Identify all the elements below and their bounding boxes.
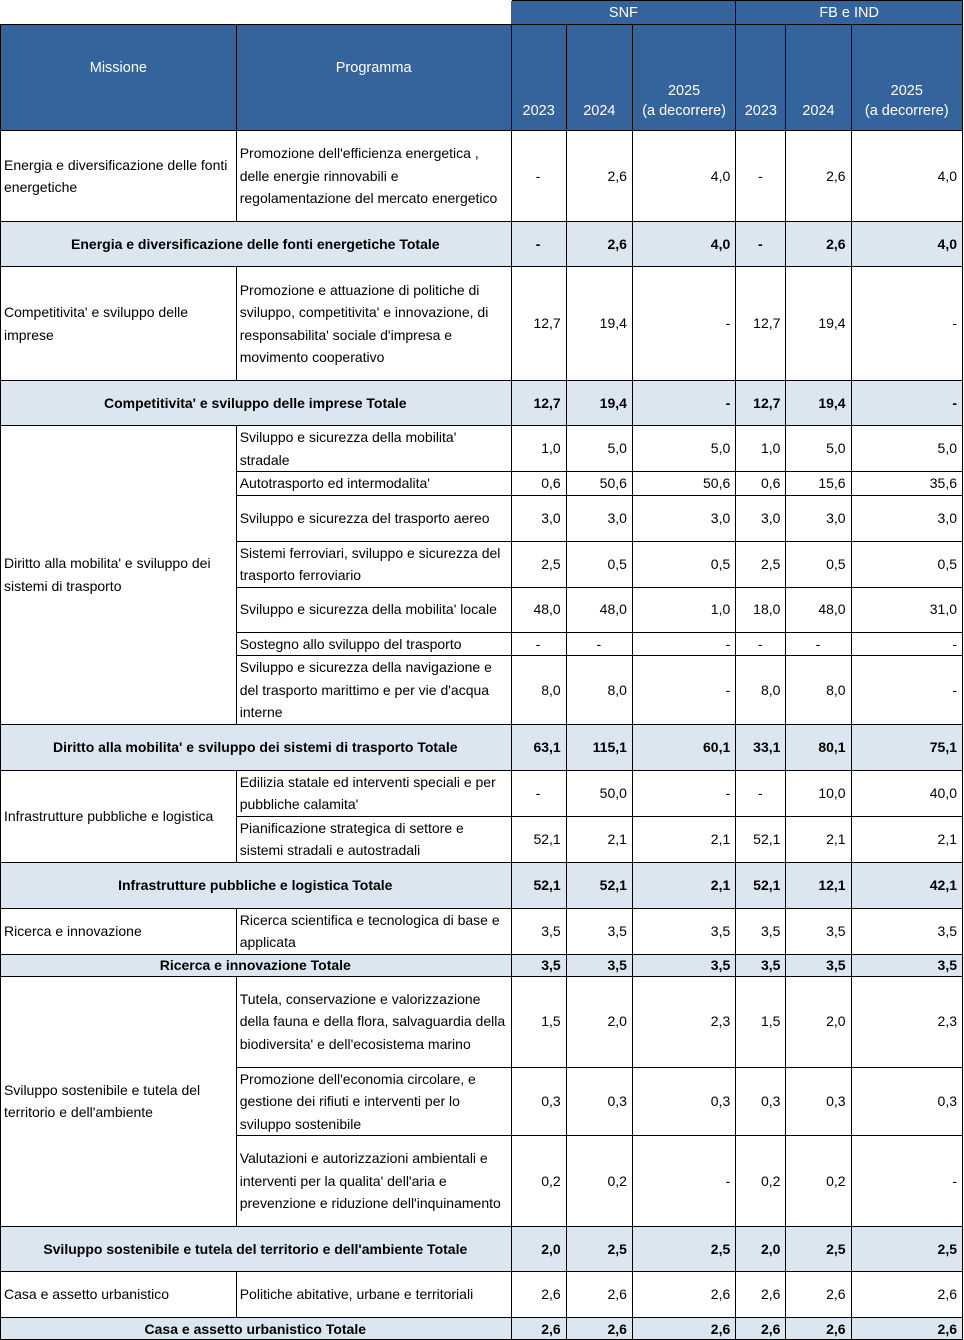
total-label: Diritto alla mobilita' e sviluppo dei sistemi di trasporto Totale <box>1 724 512 770</box>
value-cell: 0,6 <box>511 472 566 496</box>
value-cell: 8,0 <box>566 656 632 725</box>
total-value-cell: 3,5 <box>736 954 786 976</box>
value-cell: 0,3 <box>566 1067 632 1136</box>
value-cell: 0,3 <box>786 1067 851 1136</box>
value-cell: - <box>851 1136 962 1227</box>
total-value-cell: 2,6 <box>566 222 632 267</box>
programma-cell: Edilizia statale ed interventi speciali e per pubbliche calamita' <box>236 770 511 816</box>
total-value-cell: 3,5 <box>632 954 735 976</box>
total-value-cell: 52,1 <box>736 862 786 908</box>
value-cell: 2,1 <box>786 816 851 862</box>
value-cell: 8,0 <box>736 656 786 725</box>
total-row <box>1 381 963 426</box>
total-label: Ricerca e innovazione Totale <box>1 954 512 976</box>
total-value-cell: 19,4 <box>566 381 632 426</box>
total-value-cell: 42,1 <box>851 862 962 908</box>
total-value-cell: 12,7 <box>736 381 786 426</box>
value-cell: 2,3 <box>851 976 962 1067</box>
table-row <box>1 770 963 816</box>
total-value-cell: 2,5 <box>566 1227 632 1272</box>
value-cell: 48,0 <box>786 587 851 632</box>
total-value-cell: - <box>632 381 735 426</box>
value-cell: 2,1 <box>566 816 632 862</box>
total-value-cell: 2,1 <box>632 862 735 908</box>
value-cell: 2,6 <box>851 1272 962 1318</box>
value-cell: 3,5 <box>632 908 735 954</box>
total-label: Casa e assetto urbanistico Totale <box>1 1318 512 1340</box>
total-row <box>1 1227 963 1272</box>
table-row <box>1 426 963 472</box>
total-value-cell: 2,6 <box>566 1318 632 1340</box>
value-cell: 0,2 <box>736 1136 786 1227</box>
value-cell: 3,5 <box>511 908 566 954</box>
value-cell: 10,0 <box>786 770 851 816</box>
programma-cell: Promozione dell'economia circolare, e gestione dei rifiuti e interventi per lo sviluppo sostenibile <box>236 1067 511 1136</box>
column-header-fb-2025 <box>851 25 962 131</box>
value-cell: - <box>632 267 735 381</box>
value-cell: 3,5 <box>786 908 851 954</box>
total-value-cell: 12,1 <box>786 862 851 908</box>
column-header-snf-2023: 2023 <box>511 25 566 131</box>
total-value-cell: 2,5 <box>632 1227 735 1272</box>
value-cell: 40,0 <box>851 770 962 816</box>
value-cell: 2,6 <box>786 1272 851 1318</box>
value-cell: 19,4 <box>566 267 632 381</box>
value-cell: 2,6 <box>736 1272 786 1318</box>
value-cell: 2,6 <box>566 1272 632 1318</box>
programma-cell: Promozione dell'efficienza energetica , delle energie rinnovabili e regolamentazione del mercato energetico <box>236 131 511 222</box>
value-cell: 0,2 <box>511 1136 566 1227</box>
missione-cell: Diritto alla mobilita' e sviluppo dei sistemi di trasporto <box>1 426 237 725</box>
total-value-cell: 12,7 <box>511 381 566 426</box>
value-cell: 4,0 <box>632 131 735 222</box>
total-row <box>1 862 963 908</box>
total-value-cell: 80,1 <box>786 724 851 770</box>
value-cell: 3,0 <box>566 495 632 541</box>
total-value-cell: 63,1 <box>511 724 566 770</box>
group-header-snf: SNF <box>511 1 736 25</box>
value-cell: - <box>511 131 566 222</box>
value-cell: 12,7 <box>511 267 566 381</box>
total-value-cell: 3,5 <box>511 954 566 976</box>
value-cell: 3,5 <box>851 908 962 954</box>
value-cell: 19,4 <box>786 267 851 381</box>
value-cell: 52,1 <box>736 816 786 862</box>
value-cell: 3,0 <box>786 495 851 541</box>
total-label: Sviluppo sostenibile e tutela del territorio e dell'ambiente Totale <box>1 1227 512 1272</box>
value-cell: 8,0 <box>511 656 566 725</box>
column-header-programma: Programma <box>236 25 511 131</box>
value-cell: 1,0 <box>511 426 566 472</box>
table-header <box>1 1 963 131</box>
value-cell: 48,0 <box>566 587 632 632</box>
total-value-cell: 2,6 <box>786 1318 851 1340</box>
total-value-cell: 2,5 <box>786 1227 851 1272</box>
value-cell: 3,5 <box>566 908 632 954</box>
total-value-cell: 33,1 <box>736 724 786 770</box>
header-spacer <box>1 1 512 25</box>
value-cell: 31,0 <box>851 587 962 632</box>
column-header-fb-2023: 2023 <box>736 25 786 131</box>
value-cell: 3,0 <box>632 495 735 541</box>
value-cell: - <box>566 632 632 656</box>
table-row <box>1 131 963 222</box>
programma-cell: Sviluppo e sicurezza del trasporto aereo <box>236 495 511 541</box>
programma-cell: Sviluppo e sicurezza della mobilita' locale <box>236 587 511 632</box>
total-row <box>1 1318 963 1340</box>
value-cell: 0,2 <box>566 1136 632 1227</box>
table-row <box>1 976 963 1067</box>
total-value-cell: 115,1 <box>566 724 632 770</box>
programma-cell: Sviluppo e sicurezza della navigazione e del trasporto marittimo e per vie d'acqua interne <box>236 656 511 725</box>
total-value-cell: 52,1 <box>566 862 632 908</box>
year-qualifier: (a decorrere) <box>864 103 949 119</box>
year-qualifier: (a decorrere) <box>642 103 726 119</box>
missione-cell: Energia e diversificazione delle fonti energetiche <box>1 131 237 222</box>
column-header-missione: Missione <box>1 25 237 131</box>
value-cell: 2,0 <box>566 976 632 1067</box>
value-cell: - <box>851 656 962 725</box>
value-cell: 3,0 <box>511 495 566 541</box>
value-cell: 0,3 <box>851 1067 962 1136</box>
value-cell: 2,6 <box>632 1272 735 1318</box>
value-cell: 0,5 <box>632 541 735 587</box>
table-row <box>1 908 963 954</box>
value-cell: 3,0 <box>736 495 786 541</box>
value-cell: 35,6 <box>851 472 962 496</box>
table-row <box>1 267 963 381</box>
column-header-snf-2024: 2024 <box>566 25 632 131</box>
value-cell: - <box>511 770 566 816</box>
total-row <box>1 954 963 976</box>
value-cell: - <box>632 656 735 725</box>
total-value-cell: 52,1 <box>511 862 566 908</box>
total-value-cell: 4,0 <box>851 222 962 267</box>
programma-cell: Ricerca scientifica e tecnologica di base e applicata <box>236 908 511 954</box>
total-value-cell: 2,6 <box>786 222 851 267</box>
value-cell: - <box>736 131 786 222</box>
programma-cell: Sistemi ferroviari, sviluppo e sicurezza del trasporto ferroviario <box>236 541 511 587</box>
value-cell: - <box>511 632 566 656</box>
value-cell: - <box>851 267 962 381</box>
value-cell: - <box>632 1136 735 1227</box>
missione-cell: Ricerca e innovazione <box>1 908 237 954</box>
programma-cell: Sviluppo e sicurezza della mobilita' stradale <box>236 426 511 472</box>
value-cell: 1,0 <box>632 587 735 632</box>
total-label: Infrastrutture pubbliche e logistica Totale <box>1 862 512 908</box>
total-value-cell: 2,6 <box>851 1318 962 1340</box>
value-cell: 0,3 <box>632 1067 735 1136</box>
table-row <box>1 1272 963 1318</box>
value-cell: 50,6 <box>566 472 632 496</box>
total-value-cell: 3,5 <box>566 954 632 976</box>
value-cell: 0,6 <box>736 472 786 496</box>
value-cell: 2,6 <box>566 131 632 222</box>
value-cell: - <box>632 632 735 656</box>
total-value-cell: 3,5 <box>851 954 962 976</box>
total-value-cell: 3,5 <box>786 954 851 976</box>
programma-cell: Sostegno allo sviluppo del trasporto <box>236 632 511 656</box>
missione-cell: Infrastrutture pubbliche e logistica <box>1 770 237 862</box>
value-cell: 0,2 <box>786 1136 851 1227</box>
year-label: 2025 <box>667 83 701 99</box>
value-cell: - <box>851 632 962 656</box>
column-header-snf-2025 <box>632 25 735 131</box>
total-value-cell: 2,5 <box>851 1227 962 1272</box>
total-value-cell: 19,4 <box>786 381 851 426</box>
value-cell: 3,0 <box>851 495 962 541</box>
value-cell: 2,3 <box>632 976 735 1067</box>
programma-cell: Promozione e attuazione di politiche di sviluppo, competitivita' e innovazione, di responsabilita' sociale d'impresa e movimento cooperativo <box>236 267 511 381</box>
missione-cell: Competitivita' e sviluppo delle imprese <box>1 267 237 381</box>
value-cell: 5,0 <box>632 426 735 472</box>
total-value-cell: 4,0 <box>632 222 735 267</box>
value-cell: 1,5 <box>736 976 786 1067</box>
value-cell: 1,0 <box>736 426 786 472</box>
column-header-fb-2024: 2024 <box>786 25 851 131</box>
value-cell: - <box>736 770 786 816</box>
total-value-cell: 2,0 <box>511 1227 566 1272</box>
total-value-cell: 75,1 <box>851 724 962 770</box>
value-cell: 2,6 <box>511 1272 566 1318</box>
year-label: 2025 <box>890 83 923 99</box>
value-cell: 50,0 <box>566 770 632 816</box>
value-cell: 18,0 <box>736 587 786 632</box>
value-cell: 48,0 <box>511 587 566 632</box>
value-cell: 12,7 <box>736 267 786 381</box>
missione-cell: Casa e assetto urbanistico <box>1 1272 237 1318</box>
total-value-cell: - <box>851 381 962 426</box>
value-cell: 1,5 <box>511 976 566 1067</box>
total-row <box>1 222 963 267</box>
value-cell: 0,5 <box>566 541 632 587</box>
total-label: Competitivita' e sviluppo delle imprese Totale <box>1 381 512 426</box>
value-cell: 2,5 <box>736 541 786 587</box>
value-cell: 0,3 <box>511 1067 566 1136</box>
total-value-cell: 2,6 <box>511 1318 566 1340</box>
programma-cell: Pianificazione strategica di settore e sistemi stradali e autostradali <box>236 816 511 862</box>
total-row <box>1 724 963 770</box>
value-cell: 5,0 <box>851 426 962 472</box>
value-cell: 2,1 <box>851 816 962 862</box>
value-cell: 3,5 <box>736 908 786 954</box>
total-value-cell: 2,6 <box>736 1318 786 1340</box>
value-cell: 0,5 <box>786 541 851 587</box>
total-value-cell: - <box>511 222 566 267</box>
value-cell: 15,6 <box>786 472 851 496</box>
group-header-fb-ind: FB e IND <box>736 1 963 25</box>
table-body <box>1 131 963 1340</box>
value-cell: 0,5 <box>851 541 962 587</box>
value-cell: 52,1 <box>511 816 566 862</box>
value-cell: 5,0 <box>566 426 632 472</box>
value-cell: 2,6 <box>786 131 851 222</box>
total-value-cell: 2,0 <box>736 1227 786 1272</box>
value-cell: - <box>632 770 735 816</box>
value-cell: 0,3 <box>736 1067 786 1136</box>
programma-cell: Valutazioni e autorizzazioni ambientali e interventi per la qualita' dell'aria e prevenzione e riduzione dell'inquinamento <box>236 1136 511 1227</box>
missione-cell: Sviluppo sostenibile e tutela del territorio e dell'ambiente <box>1 976 237 1227</box>
value-cell: 2,0 <box>786 976 851 1067</box>
total-value-cell: - <box>736 222 786 267</box>
total-value-cell: 2,6 <box>632 1318 735 1340</box>
programma-cell: Politiche abitative, urbane e territoriali <box>236 1272 511 1318</box>
value-cell: 2,1 <box>632 816 735 862</box>
programma-cell: Tutela, conservazione e valorizzazione della fauna e della flora, salvaguardia della biodiversita' e dell'ecosistema marino <box>236 976 511 1067</box>
value-cell: 4,0 <box>851 131 962 222</box>
value-cell: 2,5 <box>511 541 566 587</box>
programma-cell: Autotrasporto ed intermodalita' <box>236 472 511 496</box>
total-label: Energia e diversificazione delle fonti energetiche Totale <box>1 222 512 267</box>
value-cell: 50,6 <box>632 472 735 496</box>
value-cell: - <box>786 632 851 656</box>
total-value-cell: 60,1 <box>632 724 735 770</box>
value-cell: 8,0 <box>786 656 851 725</box>
value-cell: - <box>736 632 786 656</box>
value-cell: 5,0 <box>786 426 851 472</box>
